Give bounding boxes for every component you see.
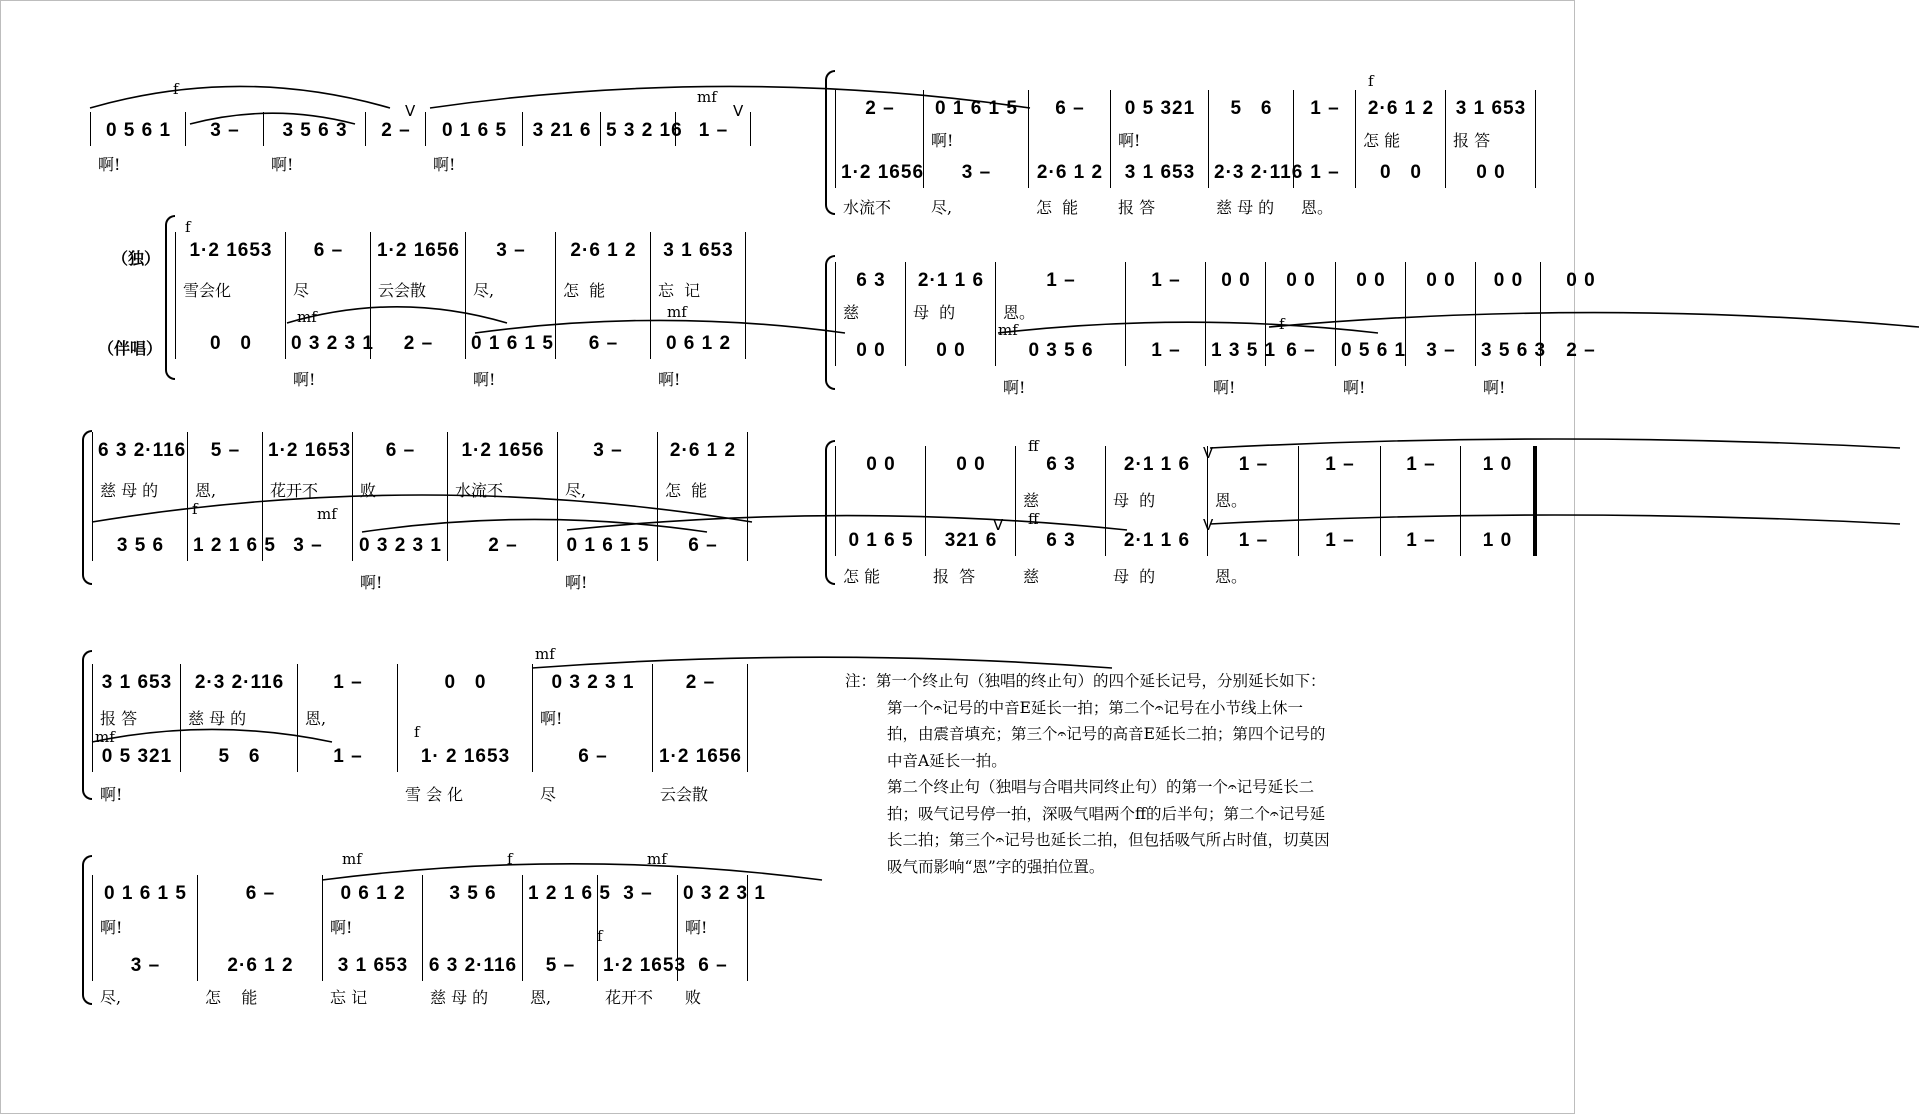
slur-arc <box>92 728 332 744</box>
bar-line <box>522 875 523 981</box>
measure-notes: 1·2 1656 <box>376 240 460 261</box>
bar-line <box>747 664 748 772</box>
measure-lyric: 啊! <box>330 918 353 937</box>
bar-line <box>1205 262 1206 366</box>
dynamic-mark: mf <box>647 850 667 868</box>
note-line-7: 长二拍；第三个𝄐记号也延长二拍，但包括吸气所占时值，切莫因 <box>887 831 1330 849</box>
measure-notes: 6 3 2·116 <box>98 440 187 461</box>
measure-notes: 6 – <box>385 440 416 461</box>
measure-notes: 1 – <box>1046 270 1076 291</box>
measure-lyric: 尽 <box>540 785 557 804</box>
note-line-8: 吸气而影响“恩”字的强拍位置。 <box>887 857 1105 876</box>
bar-line <box>1110 90 1111 188</box>
measure-lyric: 雪 会 化 <box>405 785 464 804</box>
measure-notes: 5 6 <box>1230 98 1273 119</box>
measure-lyric: 啊! <box>473 370 496 389</box>
measure-lyric: 啊! <box>685 918 708 937</box>
bar-line <box>1535 90 1536 188</box>
measure-notes: 3 5 6 3 <box>1481 340 1547 361</box>
measure-lyric: 啊! <box>1003 378 1026 397</box>
measure-lyric: 慈 母 的 <box>430 988 489 1007</box>
measure-notes: 1 – <box>1238 530 1269 551</box>
measure-notes: 0 5 321 <box>1124 98 1196 119</box>
measure-notes: 0 0 <box>1476 162 1506 183</box>
measure-lyric: 啊! <box>658 370 681 389</box>
measure-lyric: 啊! <box>293 370 316 389</box>
bar-line <box>555 232 556 359</box>
measure-lyric: 花开不 <box>605 988 654 1007</box>
measure-lyric: 慈 <box>843 303 860 322</box>
measure-notes: 0 0 <box>1221 270 1251 291</box>
bar-line <box>92 664 93 772</box>
measure-lyric: 花开不 <box>270 481 319 500</box>
measure-notes: 6 – <box>698 955 728 976</box>
bar-line <box>1105 446 1106 556</box>
measure-notes: 0 0 <box>1493 270 1524 291</box>
dynamic-mark: mf <box>667 303 687 321</box>
bar-line <box>1208 90 1209 188</box>
measure-lyric: 慈 <box>1023 567 1040 586</box>
measure-notes: 0 0 <box>1380 162 1422 183</box>
measure-lyric: 恩。 <box>1215 567 1248 586</box>
measure-notes: 2 – <box>865 98 895 119</box>
bar-line <box>835 90 836 188</box>
slur-arc <box>1210 438 1900 450</box>
measure-notes: 0 1 6 5 <box>848 530 914 551</box>
measure-notes: 3 1 653 <box>1124 162 1196 183</box>
measure-notes: 2·6 1 2 <box>1036 162 1104 183</box>
measure-notes: 5 – <box>210 440 241 461</box>
system-3 <box>92 430 755 605</box>
measure-notes: 0 5 6 1 <box>105 120 172 141</box>
measure-lyric: 恩。 <box>1003 303 1036 322</box>
measure-notes: 1 – <box>698 120 729 141</box>
measure-lyric: 慈 <box>1023 491 1040 510</box>
measure-lyric: 啊! <box>360 573 383 592</box>
measure-notes: 1 2 1 6 5 <box>528 883 611 904</box>
measure-notes: 0 0 <box>866 454 896 475</box>
measure-lyric: 慈 母 的 <box>1216 198 1275 217</box>
measure-notes: 1 – <box>1406 530 1436 551</box>
note-line-3: 拍，由震音填充；第三个𝄐记号的高音E延长二拍；第四个记号的 <box>887 725 1326 743</box>
measure-notes: 3 1 653 <box>1455 98 1527 119</box>
measure-notes: 6 – <box>313 240 344 261</box>
measure-notes: 0 0 <box>1356 270 1386 291</box>
measure-notes: 0 1 6 1 5 <box>104 883 187 904</box>
measure-lyric: 啊! <box>1118 131 1141 150</box>
breath-mark: V <box>733 102 744 120</box>
measure-lyric: 怎 能 <box>843 567 881 586</box>
measure-notes: 0 0 <box>444 672 487 693</box>
measure-lyric: 啊! <box>433 155 456 174</box>
measure-lyric: 啊! <box>931 131 954 150</box>
system-brace <box>825 440 835 585</box>
measure-notes: 1 – <box>1151 270 1181 291</box>
measure-notes: 1 – <box>1406 454 1436 475</box>
measure-notes: 0 1 6 5 <box>441 120 508 141</box>
dynamic-mark: f <box>414 723 420 741</box>
note-line-4: 中音A延长一拍。 <box>887 751 1007 770</box>
measure-lyric: 水流不 <box>455 481 504 500</box>
measure-notes: 0 0 <box>1566 270 1596 291</box>
measure-notes: 3 – <box>210 120 240 141</box>
measure-notes: 1 – <box>1310 162 1340 183</box>
bar-line <box>522 112 523 146</box>
measure-lyric: 报 答 <box>933 567 976 586</box>
measure-lyric: 啊! <box>540 709 563 728</box>
bar-line <box>835 446 836 556</box>
measure-lyric: 报 答 <box>100 709 138 728</box>
measure-notes: 1·2 1656 <box>461 440 545 461</box>
system-brace <box>825 255 835 390</box>
measure-notes: 6 – <box>1286 340 1316 361</box>
measure-notes: 0 3 5 6 <box>1028 340 1094 361</box>
measure-notes: 2·3 2·116 <box>1214 162 1304 183</box>
measure-notes: 1 – <box>333 672 363 693</box>
measure-notes: 1 – <box>1151 340 1181 361</box>
measure-notes: 3 1 653 <box>337 955 409 976</box>
measure-lyric: 母 的 <box>1113 491 1156 510</box>
measure-notes: 0 6 1 2 <box>665 333 732 354</box>
measure-notes: 2·1 1 6 <box>917 270 985 291</box>
bar-line <box>365 112 366 146</box>
dynamic-mark: ff <box>1028 510 1039 528</box>
measure-notes: 0 0 <box>856 340 886 361</box>
measure-notes: 1 – <box>1325 530 1355 551</box>
measure-lyric: 水流不 <box>843 198 892 217</box>
bar-line <box>465 232 466 359</box>
system-5 <box>92 850 766 1015</box>
measure-lyric: 慈 母 的 <box>100 481 159 500</box>
bar-line <box>1445 90 1446 188</box>
measure-lyric: 啊! <box>1213 378 1236 397</box>
dynamic-mark: ff <box>1028 437 1039 455</box>
slur-arc <box>190 112 355 126</box>
measure-notes: 3 21 6 <box>532 120 592 141</box>
system-brace <box>165 215 175 380</box>
measure-lyric: 怎 能 <box>1363 131 1401 150</box>
measure-notes: 6 3 <box>856 270 886 291</box>
bar-line <box>652 664 653 772</box>
measure-lyric: 啊! <box>98 155 121 174</box>
measure-notes: 3 5 6 <box>449 883 497 904</box>
dynamic-mark: f <box>507 850 513 868</box>
bar-line <box>750 112 751 146</box>
measure-notes: 2·3 2·116 <box>194 672 285 693</box>
system-7 <box>835 255 1596 400</box>
measure-notes: 1·2 1653 <box>189 240 273 261</box>
measure-notes: 0 1 6 1 5 <box>566 535 650 556</box>
measure-notes: 3 – <box>593 440 623 461</box>
measure-notes: 3 5 6 <box>116 535 165 556</box>
measure-lyric: 报 答 <box>1453 131 1491 150</box>
bar-line <box>1028 90 1029 188</box>
bar-line <box>745 232 746 359</box>
measure-lyric: 慈 母 的 <box>188 709 247 728</box>
measure-lyric: 怎 能 <box>1036 198 1079 217</box>
measure-notes: 2·6 1 2 <box>669 440 737 461</box>
bar-line <box>835 262 836 366</box>
measure-notes: 6 3 2·116 <box>428 955 518 976</box>
dynamic-mark: mf <box>535 645 555 663</box>
measure-notes: 6 – <box>588 333 619 354</box>
slur-arc <box>90 84 390 110</box>
slur-arc <box>287 305 507 325</box>
bar-line <box>1298 446 1299 556</box>
bar-line <box>905 262 906 366</box>
measure-notes: 2 – <box>403 333 434 354</box>
measure-notes: 1 3 5 1 <box>1211 340 1277 361</box>
measure-lyric: 啊! <box>100 918 123 937</box>
dynamic-mark: mf <box>697 88 717 106</box>
bar-line <box>175 232 176 359</box>
bar-line <box>1355 90 1356 188</box>
dynamic-mark: f <box>185 218 191 236</box>
measure-lyric: 尽, <box>100 988 122 1007</box>
measure-lyric: 尽, <box>565 481 587 500</box>
measure-notes: 0 5 6 1 <box>1341 340 1407 361</box>
measure-notes: 1·2 1653 <box>268 440 352 461</box>
bar-line <box>297 664 298 772</box>
measure-lyric: 忘 记 <box>330 988 368 1007</box>
bar-line <box>92 875 93 981</box>
measure-notes: 1 2 1 6 5 <box>193 535 276 556</box>
bar-line <box>600 112 601 146</box>
measure-notes: 0 1 6 1 5 <box>471 333 554 354</box>
measure-notes: 1 – <box>1238 454 1269 475</box>
dynamic-mark: mf <box>95 728 115 746</box>
measure-notes: 0 6 1 2 <box>340 883 406 904</box>
dynamic-mark: f <box>192 500 198 518</box>
bar-line <box>425 112 426 146</box>
measure-notes: 1·2 1653 <box>603 955 687 976</box>
measure-lyric: 怎 能 <box>665 481 708 500</box>
measure-lyric: 怎 能 <box>205 988 258 1007</box>
measure-notes: 1 0 <box>1482 530 1513 551</box>
measure-notes: 6 3 <box>1046 454 1076 475</box>
breath-mark: V <box>1203 516 1214 534</box>
dynamic-mark: mf <box>998 321 1018 339</box>
measure-notes: 2·1 1 6 <box>1123 454 1191 475</box>
note-line-5: 第二个终止句（独唱与合唱共同终止句）的第一个𝄐记号延长二 <box>887 778 1315 796</box>
measure-notes: 0 5 321 <box>101 746 173 767</box>
measure-lyric: 尽, <box>473 281 495 300</box>
measure-notes: 2·6 1 2 <box>227 955 294 976</box>
measure-notes: 5 6 <box>218 746 261 767</box>
measure-lyric: 恩。 <box>1301 198 1334 217</box>
measure-lyric: 母 的 <box>913 303 956 322</box>
measure-notes: 1· 2 1653 <box>420 746 511 767</box>
breath-mark: V <box>993 516 1004 534</box>
measure-lyric: 恩, <box>305 709 327 728</box>
system-4 <box>92 645 755 810</box>
measure-notes: 2·6 1 2 <box>570 240 637 261</box>
bar-line <box>285 232 286 359</box>
measure-notes: 0 3 2 3 1 <box>683 883 766 904</box>
bar-line <box>322 875 323 981</box>
measure-notes: 6 – <box>688 535 718 556</box>
measure-lyric: 尽 <box>293 281 310 300</box>
measure-lyric: 忘 记 <box>658 281 701 300</box>
measure-lyric: 啊! <box>1483 378 1506 397</box>
measure-notes: 2 – <box>1566 340 1596 361</box>
measure-notes: 0 0 <box>1426 270 1456 291</box>
measure-notes: 5 3 2 16 <box>606 120 683 141</box>
note-line-2: 第一个𝄐记号的中音E延长一拍；第二个𝄐记号在小节线上休一 <box>887 698 1304 717</box>
bar-line <box>650 232 651 359</box>
measure-notes: 3 – <box>496 240 526 261</box>
measure-notes: 0 3 2 3 1 <box>551 672 635 693</box>
measure-lyric: 恩, <box>195 481 217 500</box>
part-label-chorus: （伴唱） <box>98 339 163 358</box>
measure-notes: 5 – <box>545 955 576 976</box>
dynamic-mark: f <box>1279 315 1285 333</box>
dynamic-mark: mf <box>317 505 337 523</box>
measure-notes: 6 3 <box>1046 530 1076 551</box>
measure-notes: 1 – <box>1310 98 1340 119</box>
bar-line <box>995 262 996 366</box>
system-brace <box>82 430 92 585</box>
measure-lyric: 啊! <box>565 573 588 592</box>
bar-line <box>1533 446 1537 556</box>
breath-mark: V <box>1203 444 1214 462</box>
measure-lyric: 雪会化 <box>183 281 232 300</box>
note-line-1: 注：第一个终止句（独唱的终止句）的四个延长记号，分别延长如下： <box>845 672 1326 690</box>
measure-notes: 3 1 653 <box>101 672 173 693</box>
bar-line <box>197 875 198 981</box>
measure-notes: 1 – <box>1325 454 1355 475</box>
slur-arc <box>322 862 822 882</box>
measure-notes: 2·6 1 2 <box>1367 98 1435 119</box>
measure-notes: 3 – <box>1426 340 1456 361</box>
measure-notes: 3 5 6 3 <box>282 120 348 141</box>
system-6 <box>835 70 1540 220</box>
slur-arc <box>1210 514 1900 526</box>
measure-notes: 6 – <box>245 883 276 904</box>
note-line-6: 拍；吸气记号停一拍，深吸气唱两个ff的后半句；第二个𝄐记号延 <box>887 804 1326 823</box>
part-label-solo: （独） <box>112 249 161 268</box>
system-brace <box>82 650 92 800</box>
measure-notes: 1 0 <box>1482 454 1513 475</box>
measure-notes: 1·2 1656 <box>658 746 742 767</box>
bar-line <box>1207 446 1208 556</box>
slur-arc <box>1269 311 1919 329</box>
measure-notes: 3 – <box>961 162 992 183</box>
bar-line <box>422 875 423 981</box>
dynamic-mark: mf <box>342 850 362 868</box>
measure-notes: 0 0 <box>936 340 966 361</box>
measure-notes: 2·1 1 6 <box>1123 530 1191 551</box>
measure-lyric: 云会散 <box>378 281 427 300</box>
dynamic-mark: f <box>173 80 179 98</box>
bar-line <box>1015 446 1016 556</box>
bar-line <box>1125 262 1126 366</box>
measure-notes: 0 0 <box>210 333 252 354</box>
measure-lyric: 恩, <box>530 988 552 1007</box>
bar-line <box>185 112 186 146</box>
measure-notes: 2 – <box>381 120 411 141</box>
bar-line <box>1460 446 1461 556</box>
measure-lyric: 尽, <box>931 198 953 217</box>
bar-line <box>397 664 398 772</box>
dynamic-mark: mf <box>297 308 317 326</box>
measure-lyric: 啊! <box>1343 378 1366 397</box>
bar-line <box>1380 446 1381 556</box>
measure-notes: 0 1 6 1 5 <box>935 98 1018 119</box>
measure-notes: 1·2 1656 <box>841 162 925 183</box>
system-brace <box>825 70 835 215</box>
measure-lyric: 云会散 <box>660 785 709 804</box>
measure-notes: 2 – <box>685 672 716 693</box>
measure-notes: 1 – <box>333 746 363 767</box>
measure-notes: 0 0 <box>1286 270 1316 291</box>
measure-lyric: 败 <box>685 988 702 1007</box>
measure-notes: 6 – <box>1055 98 1085 119</box>
breath-mark: V <box>405 102 416 120</box>
measure-lyric: 母 的 <box>1113 567 1156 586</box>
bar-line <box>180 664 181 772</box>
measure-lyric: 啊! <box>271 155 294 174</box>
measure-lyric: 啊! <box>100 785 123 804</box>
measure-notes: 2 – <box>488 535 518 556</box>
measure-notes: 3 – <box>623 883 653 904</box>
measure-lyric: 败 <box>360 481 377 500</box>
measure-notes: 0 3 2 3 1 <box>291 333 374 354</box>
performance-note <box>845 668 1485 880</box>
measure-notes: 6 – <box>578 746 608 767</box>
system-8 <box>835 437 1540 590</box>
measure-lyric: 报 答 <box>1118 198 1156 217</box>
dynamic-mark: f <box>1368 72 1374 90</box>
measure-notes: 3 – <box>130 955 161 976</box>
measure-notes: 321 6 <box>944 530 998 551</box>
measure-notes: 0 3 2 3 1 <box>359 535 442 556</box>
measure-notes: 0 0 <box>956 454 986 475</box>
bar-line <box>925 446 926 556</box>
bar-line <box>90 112 91 146</box>
measure-lyric: 怎 能 <box>563 281 606 300</box>
measure-lyric: 恩。 <box>1215 491 1248 510</box>
slur-arc <box>475 319 845 335</box>
system-2 <box>175 215 755 395</box>
bar-line <box>532 664 533 772</box>
dynamic-mark: f <box>597 927 603 945</box>
measure-notes: 3 – <box>293 535 323 556</box>
system-brace <box>82 855 92 1005</box>
measure-notes: 3 1 653 <box>663 240 734 261</box>
system-1 <box>90 80 755 190</box>
